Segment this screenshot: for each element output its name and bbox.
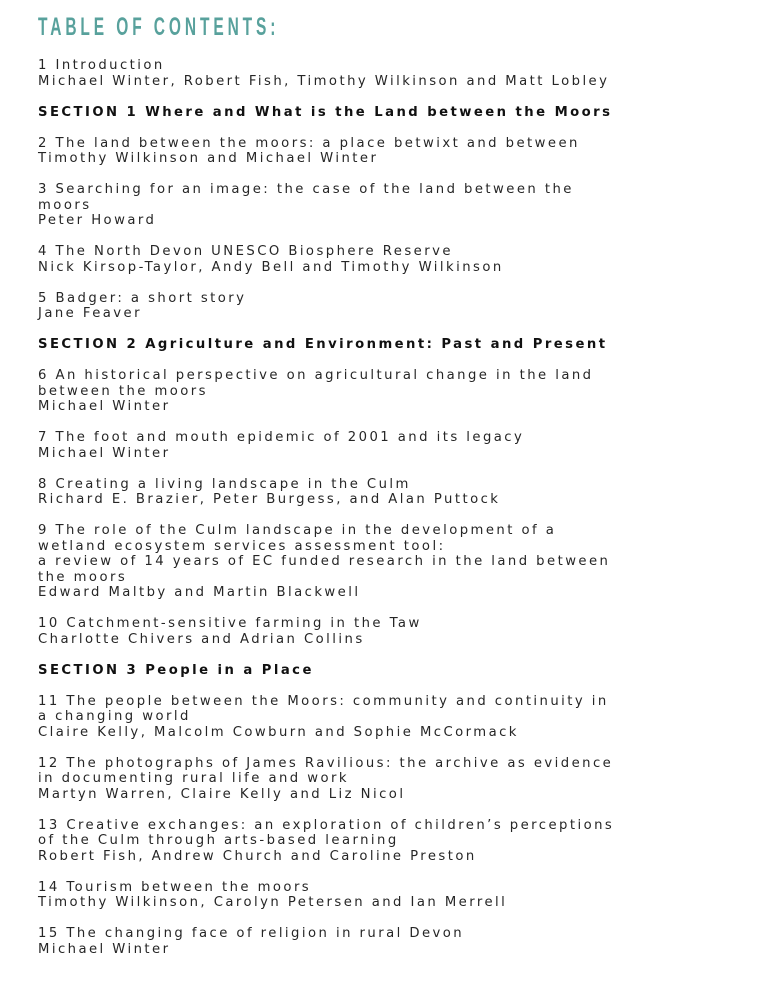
toc-heading: TABLE OF CONTENTS: bbox=[38, 13, 280, 41]
chapter-authors: Jane Feaver bbox=[38, 306, 142, 321]
chapter-entry bbox=[38, 694, 753, 741]
table-of-contents-page bbox=[38, 12, 753, 973]
chapter-title-line: a changing world bbox=[38, 709, 191, 724]
chapter-authors: Timothy Wilkinson and Michael Winter bbox=[38, 151, 379, 166]
chapter-title-line: between the moors bbox=[38, 383, 208, 399]
chapter-authors: Richard E. Brazier, Peter Burgess, and Alan Puttock bbox=[38, 492, 501, 507]
chapter-title-line: wetland ecosystem services assessment tool: bbox=[38, 538, 446, 554]
chapter-entry bbox=[38, 182, 753, 229]
chapter-title-line: 4 The North Devon UNESCO Biosphere Reserve bbox=[38, 244, 453, 259]
chapter-title-line: 6 An historical perspective on agricultural change in the land bbox=[38, 368, 594, 383]
chapter-authors: Robert Fish, Andrew Church and Caroline Preston bbox=[38, 848, 477, 864]
chapter-entry bbox=[38, 291, 753, 322]
chapter-title-line: the moors bbox=[38, 569, 128, 585]
section-heading bbox=[38, 663, 753, 679]
chapter-title-line: 13 Creative exchanges: an exploration of children’s perceptions bbox=[38, 817, 615, 833]
section-heading bbox=[38, 105, 753, 121]
chapter-authors: Charlotte Chivers and Adrian Collins bbox=[38, 631, 365, 647]
section-heading bbox=[38, 337, 753, 353]
chapter-authors: Martyn Warren, Claire Kelly and Liz Nicol bbox=[38, 786, 406, 802]
chapter-authors: Claire Kelly, Malcolm Cowburn and Sophie McCormack bbox=[38, 724, 519, 740]
chapter-authors: Timothy Wilkinson, Carolyn Petersen and Ian Merrell bbox=[38, 895, 508, 910]
chapter-authors: Michael Winter, Robert Fish, Timothy Wilkinson and Matt Lobley bbox=[38, 73, 610, 89]
chapter-entry bbox=[38, 136, 753, 167]
chapter-entry bbox=[38, 616, 753, 647]
section-title: SECTION 3 People in a Place bbox=[38, 662, 314, 678]
chapter-title-line: 12 The photographs of James Ravilious: the archive as evidence bbox=[38, 755, 614, 771]
chapter-title-line: moors bbox=[38, 197, 92, 213]
chapter-title-line: in documenting rural life and work bbox=[38, 771, 349, 786]
chapter-title-line: 5 Badger: a short story bbox=[38, 290, 247, 306]
section-title: SECTION 1 Where and What is the Land between the Moors bbox=[38, 104, 613, 120]
chapter-authors: Peter Howard bbox=[38, 213, 157, 228]
chapter-entry bbox=[38, 756, 753, 803]
chapter-title-line: 10 Catchment-sensitive farming in the Taw bbox=[38, 616, 422, 631]
chapter-entry bbox=[38, 368, 753, 415]
chapter-entry bbox=[38, 58, 753, 89]
section-title: SECTION 2 Agriculture and Environment: Past and Present bbox=[38, 337, 608, 352]
chapter-title-line: 11 The people between the Moors: community and continuity in bbox=[38, 693, 609, 709]
chapter-authors: Nick Kirsop-Taylor, Andy Bell and Timothy Wilkinson bbox=[38, 259, 504, 275]
chapter-title-line: 7 The foot and mouth epidemic of 2001 and its legacy bbox=[38, 430, 525, 445]
chapter-entry bbox=[38, 818, 753, 865]
chapter-entry bbox=[38, 880, 753, 911]
chapter-title-line: 9 The role of the Culm landscape in the development of a bbox=[38, 523, 557, 538]
chapter-authors: Michael Winter bbox=[38, 445, 171, 461]
chapter-authors: Michael Winter bbox=[38, 399, 171, 414]
chapter-title-line: of the Culm through arts-based learning bbox=[38, 833, 399, 848]
toc-entry-list bbox=[38, 58, 753, 957]
chapter-title-line: 14 Tourism between the moors bbox=[38, 879, 312, 895]
chapter-entry bbox=[38, 244, 753, 275]
chapter-authors: Edward Maltby and Martin Blackwell bbox=[38, 585, 361, 600]
chapter-title-line: 2 The land between the moors: a place betwixt and between bbox=[38, 135, 580, 151]
chapter-title-line: 15 The changing face of religion in rural Devon bbox=[38, 926, 465, 941]
chapter-authors: Michael Winter bbox=[38, 941, 171, 957]
chapter-title-line: 1 Introduction bbox=[38, 58, 165, 73]
chapter-entry bbox=[38, 430, 753, 461]
chapter-title-line: 3 Searching for an image: the case of the land between the bbox=[38, 182, 574, 197]
chapter-title-line: a review of 14 years of EC funded research in the land between bbox=[38, 554, 611, 569]
chapter-entry bbox=[38, 926, 753, 957]
chapter-entry bbox=[38, 523, 753, 601]
chapter-entry bbox=[38, 477, 753, 508]
chapter-title-line: 8 Creating a living landscape in the Culm bbox=[38, 476, 411, 492]
